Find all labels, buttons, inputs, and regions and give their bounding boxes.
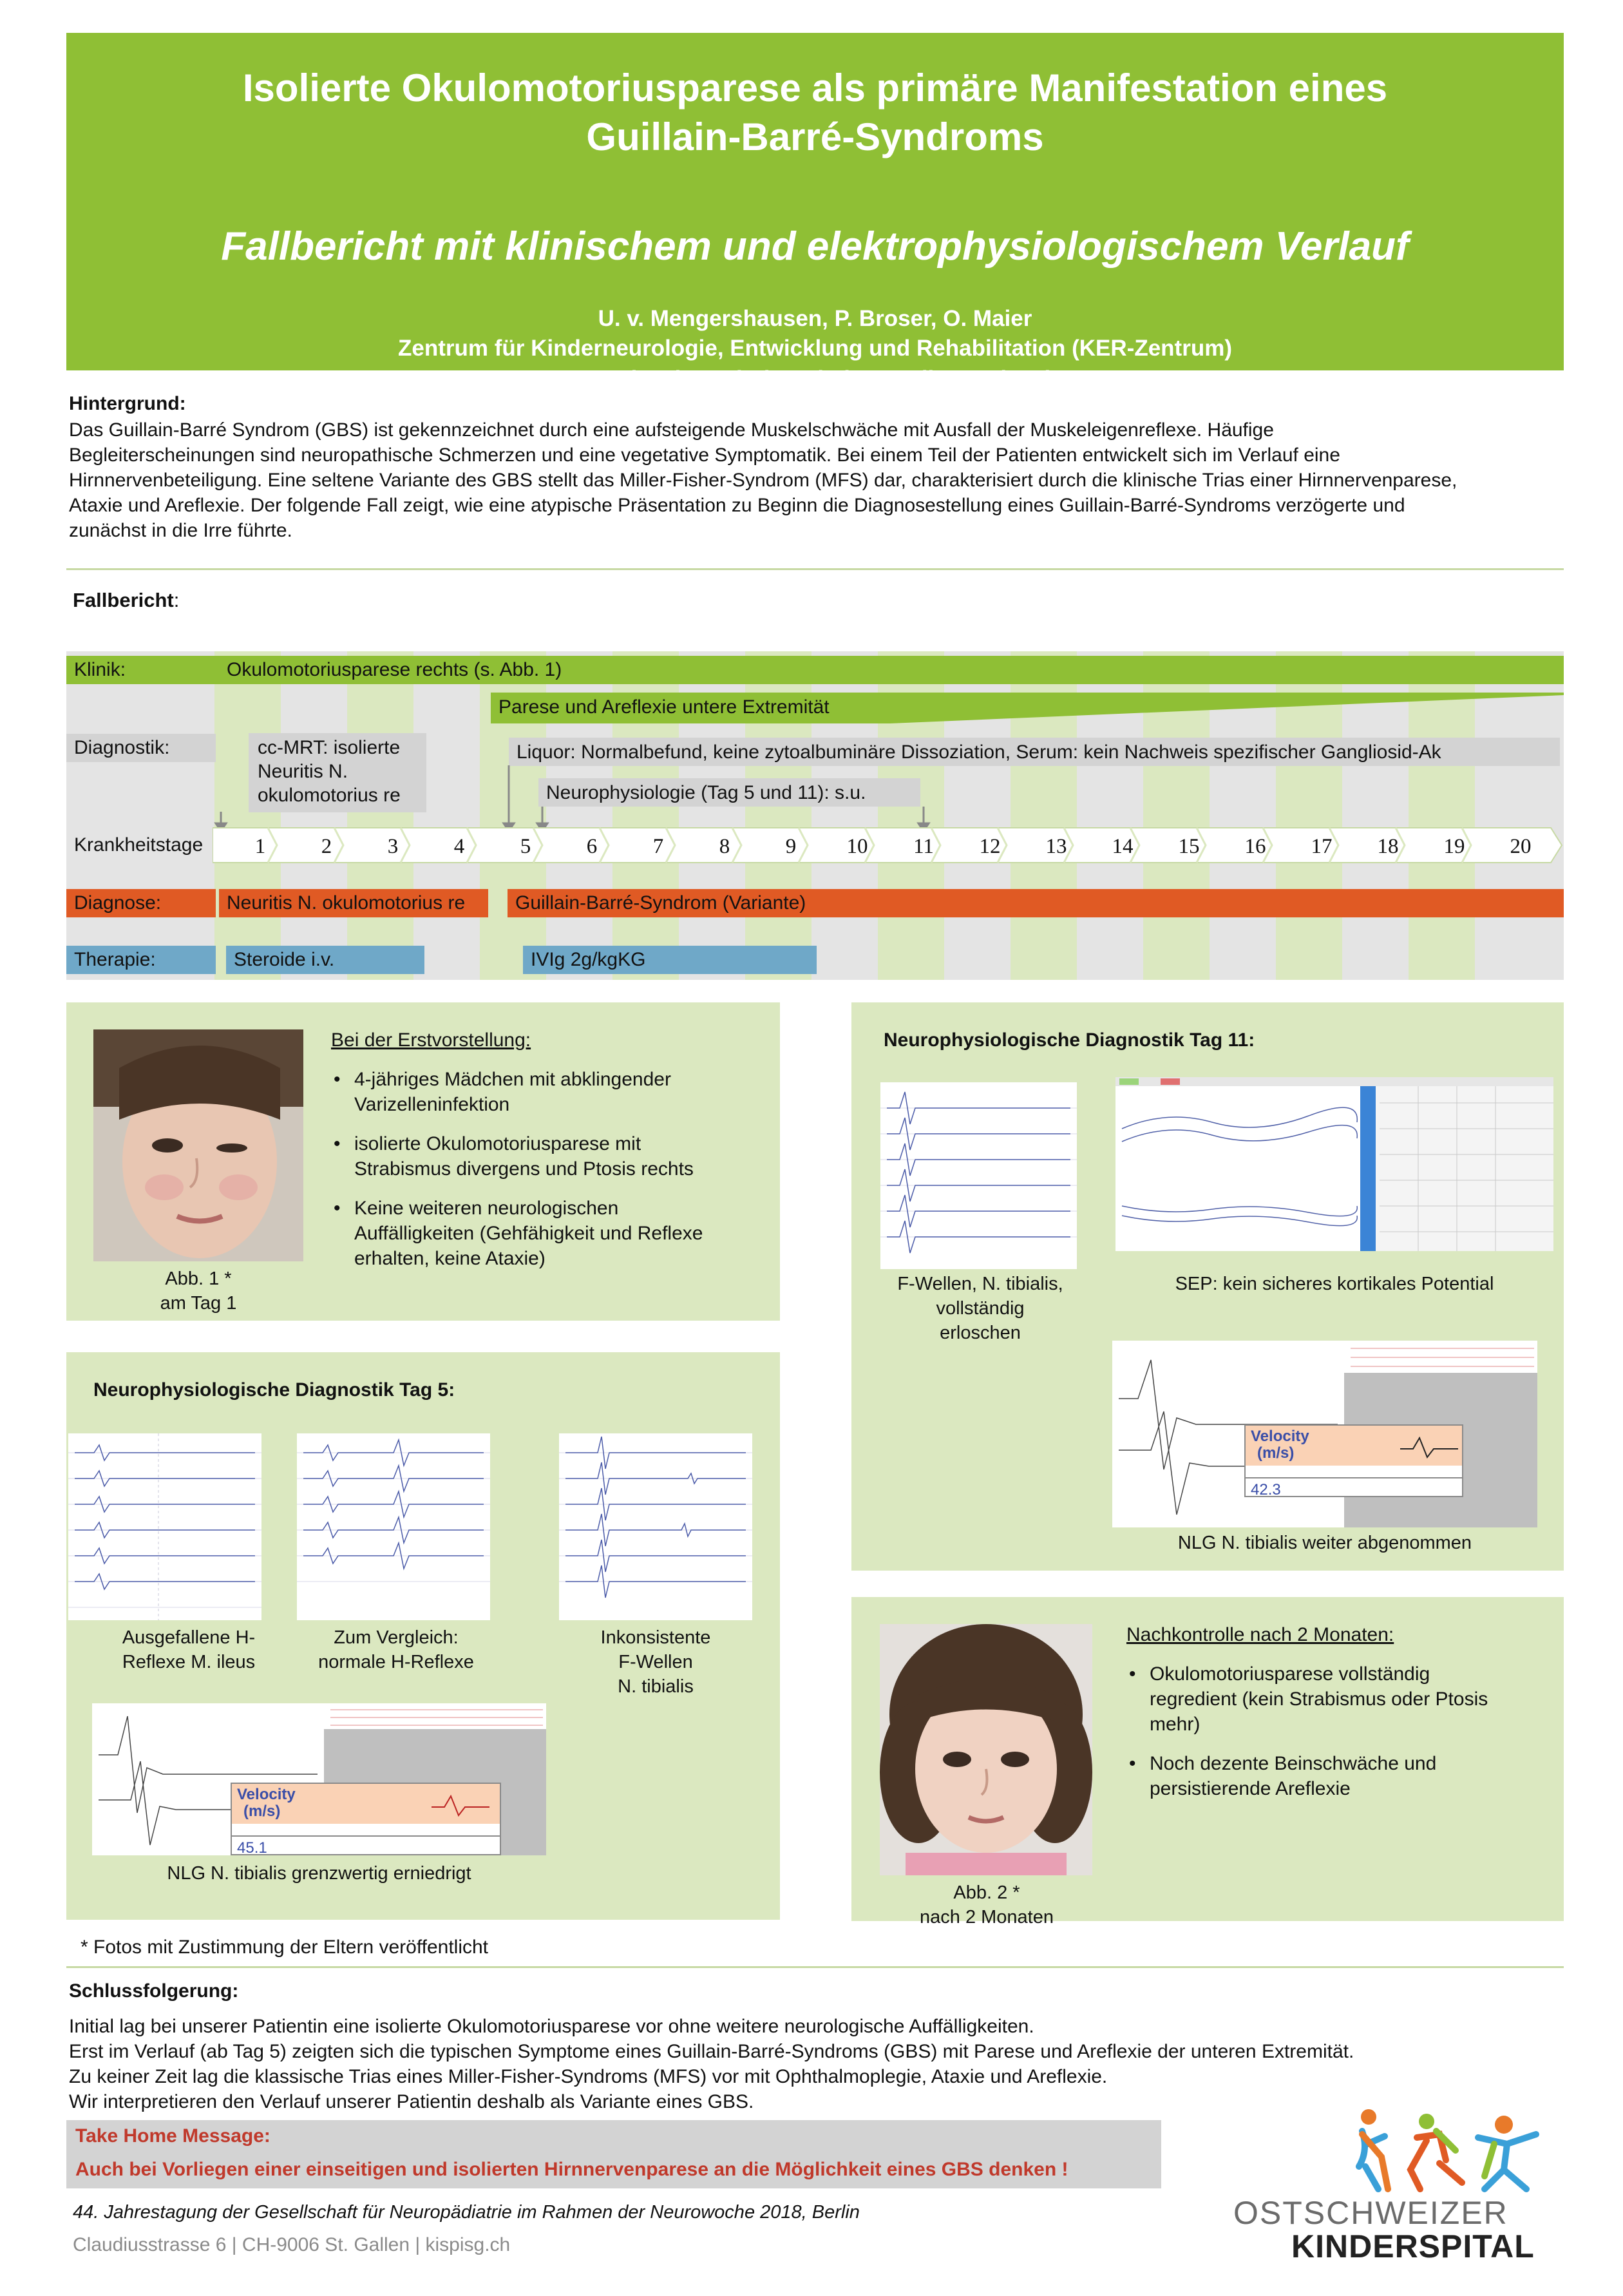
first-visit-heading: Bei der Erstvorstellung: <box>331 1029 531 1051</box>
conclusion-text <box>69 2014 1563 2114</box>
background-line: Das Guillain-Barré Syndrom (GBS) ist gekennzeichnet durch eine aufsteigende Muskelschwäche mit Ausfall der Muskeleigenreflexe. Häufige <box>69 419 1274 441</box>
day5-heading: Neurophysiologische Diagnostik Tag 5: <box>93 1379 455 1401</box>
background-line: Ataxie und Areflexie. Der folgende Fall zeigt, wie eine atypische Präsentation zu Beginn die Diagnosestellung eines Guillain-Barré-Syndroms verzögerte und <box>69 495 1405 516</box>
liquor-box: Liquor: Normalbefund, keine zytoalbuminäre Dissoziation, Serum: kein Nachweis spezifischer Gangliosid-Ak <box>509 738 1560 766</box>
therapie-steroide: Steroide i.v. <box>226 946 424 974</box>
velocity-box <box>231 1783 501 1855</box>
day-number: 6 <box>586 835 598 858</box>
mrt-line: okulomotorius re <box>258 785 401 806</box>
bullet-line: Varizelleninfektion <box>354 1094 510 1115</box>
days-label: Krankheitstage <box>74 834 204 856</box>
caption-sep: SEP: kein sicheres kortikales Potential <box>1175 1274 1494 1294</box>
caption-h-reflex-absent <box>79 1625 298 1674</box>
day-number: 17 <box>1311 835 1333 858</box>
day-number: 18 <box>1377 835 1399 858</box>
parese-bar-label: Parese und Areflexie untere Extremität <box>498 696 830 718</box>
klinik-label: Klinik: <box>66 656 219 684</box>
ncv-caption-day11: NLG N. tibialis weiter abgenommen <box>1177 1533 1472 1553</box>
day-number: 11 <box>913 835 934 858</box>
caption-f-waves-absent <box>871 1272 1090 1345</box>
first-visit-list <box>331 1067 769 1285</box>
therapie-ivig: IVIg 2g/kgKG <box>523 946 817 974</box>
emg-trace-f-waves <box>559 1433 752 1620</box>
list-item <box>1126 1751 1552 1801</box>
case-heading-text: Fallbericht <box>73 589 174 611</box>
followup-panel <box>851 1597 1564 1928</box>
conference-note: 44. Jahrestagung der Gesellschaft für Neuropädiatrie im Rahmen der Neurowoche 2018, Berlin <box>73 2202 860 2223</box>
mrt-line: cc-MRT: isolierte <box>258 737 401 758</box>
authors: U. v. Mengershausen, P. Broser, O. Maier <box>598 306 1032 331</box>
caption-h-reflex-normal <box>293 1625 499 1674</box>
background-line: zunächst in die Irre führte. <box>69 520 292 541</box>
title-line-2: Guillain-Barré-Syndroms <box>586 115 1044 158</box>
conclusion-line: Initial lag bei unserer Patientin eine isolierte Okulomotoriusparese vor ohne weitere neurologische Auffälligkeiten. <box>69 2016 1034 2037</box>
bullet-line: persistierende Areflexie <box>1150 1778 1351 1799</box>
bullet-line: erhalten, keine Ataxie) <box>354 1248 546 1269</box>
mrt-line: Neuritis N. <box>258 761 348 782</box>
day-number: 15 <box>1178 835 1200 858</box>
day-number: 1 <box>254 835 266 858</box>
take-home-box <box>66 2120 1161 2188</box>
caption-f-waves <box>569 1625 743 1699</box>
diagnostik-arrows <box>213 760 934 832</box>
take-home-heading: Take Home Message: <box>75 2125 270 2147</box>
kids-figures-logo-icon <box>1349 2105 1555 2196</box>
day-number: 19 <box>1443 835 1465 858</box>
footer-address: Claudiusstrasse 6 | CH-9006 St. Gallen | kispisg.ch <box>73 2234 511 2255</box>
velocity-label: Velocity <box>237 1786 296 1803</box>
caption-line: F-Wellen, N. tibialis, <box>897 1274 1063 1294</box>
bullet-line: Auffälligkeiten (Gehfähigkeit und Reflexe <box>354 1223 703 1244</box>
velocity-wave-icon <box>432 1793 489 1819</box>
caption-line: Ausgefallene H- <box>122 1627 256 1648</box>
conclusion-line: Wir interpretieren den Verlauf unserer Patientin deshalb als Variante eines GBS. <box>69 2091 754 2112</box>
day-number: 13 <box>1045 835 1067 858</box>
conclusion-line: Erst im Verlauf (ab Tag 5) zeigten sich die typischen Symptome eines Guillain-Barré-Syndroms (GBS) mit Parese und Areflexie der unteren Extremität. <box>69 2041 1354 2062</box>
first-visit-panel <box>66 1002 780 1321</box>
list-item <box>1126 1661 1552 1737</box>
diagnose-label: Diagnose: <box>66 889 216 917</box>
photo-caption-2 <box>877 1880 1096 1929</box>
caption-line: Abb. 1 * <box>165 1268 232 1289</box>
day-number: 2 <box>321 835 332 858</box>
caption-line: nach 2 Monaten <box>920 1907 1054 1928</box>
caption-line: Reflexe M. ileus <box>122 1652 256 1672</box>
followup-list <box>1126 1661 1552 1815</box>
bullet-line: • Keine weiteren neurologischen <box>354 1198 619 1219</box>
background-line: Begleiterscheinungen sind neuropathische Schmerzen und eine vegetative Symptomatik. Bei einem Teil der Patienten entwickelt sich im Verlauf eine <box>69 445 1340 466</box>
day-number: 5 <box>520 835 531 858</box>
day-number: 20 <box>1510 835 1532 858</box>
poster-subtitle: Fallbericht mit klinischem und elektrophysiologischem Verlauf <box>221 224 1409 269</box>
velocity-unit: (m/s) <box>1257 1444 1295 1462</box>
emg-trace-h-reflex-absent <box>68 1433 261 1620</box>
bullet-line: • 4-jähriges Mädchen mit abklingender <box>354 1069 671 1090</box>
hospital: Ostschweizer Kinderspital St. Gallen, Schweiz <box>568 367 1062 392</box>
day-number: 4 <box>453 835 465 858</box>
title-line-1: Isolierte Okulomotoriusparese als primäre Manifestation eines <box>242 66 1388 110</box>
caption-line: Zum Vergleich: <box>334 1627 459 1648</box>
conclusion-line: Zu keiner Zeit lag die klassische Trias eines Miller-Fisher-Syndroms (MFS) vor mit Ophthalmoplegie, Ataxie und Areflexie. <box>69 2066 1108 2087</box>
klinik-bar: Okulomotoriusparese rechts (s. Abb. 1) <box>219 656 1564 684</box>
caption-line: Inkonsistente <box>600 1627 711 1648</box>
day-number: 12 <box>979 835 1001 858</box>
day-number: 10 <box>846 835 868 858</box>
case-heading-colon: : <box>173 589 180 611</box>
divider <box>66 1966 1564 1968</box>
emg-trace-h-reflex-normal <box>297 1433 490 1620</box>
diagnose-neuritis: Neuritis N. okulomotorius re <box>219 889 488 917</box>
bullet-line: mehr) <box>1150 1714 1201 1735</box>
day-number: 3 <box>387 835 399 858</box>
emg-trace-f-waves-absent <box>880 1082 1077 1269</box>
caption-line: am Tag 1 <box>160 1293 237 1314</box>
ncv-screenshot-day11 <box>1112 1341 1537 1527</box>
photo-caption-1 <box>92 1267 305 1315</box>
bullet-line: regredient (kein Strabismus oder Ptosis <box>1150 1689 1488 1710</box>
caption-line: Abb. 2 * <box>953 1882 1020 1903</box>
logo-line-2: KINDERSPITAL <box>1291 2228 1535 2264</box>
patient-photo-day1 <box>93 1029 303 1261</box>
caption-line: F-Wellen <box>618 1652 693 1672</box>
list-item <box>331 1196 769 1271</box>
diagnose-gbs: Guillain-Barré-Syndrom (Variante) <box>508 889 1564 917</box>
velocity-value: 45.1 <box>232 1835 500 1855</box>
caption-line: vollständig <box>936 1298 1025 1319</box>
caption-line: N. tibialis <box>618 1676 694 1697</box>
day11-heading: Neurophysiologische Diagnostik Tag 11: <box>884 1029 1255 1051</box>
case-heading <box>73 589 179 612</box>
sep-screenshot <box>1115 1077 1553 1251</box>
days-arrow <box>213 827 1565 865</box>
velocity-value: 42.3 <box>1246 1477 1462 1502</box>
velocity-wave-icon <box>1400 1435 1458 1460</box>
divider <box>66 568 1564 570</box>
day5-panel <box>66 1352 780 1920</box>
institution: Zentrum für Kinderneurologie, Entwicklung und Rehabilitation (KER-Zentrum) <box>398 336 1232 361</box>
caption-line: erloschen <box>940 1323 1021 1343</box>
velocity-unit: (m/s) <box>243 1803 281 1820</box>
girl-face-icon <box>93 1029 303 1261</box>
day11-panel <box>851 1002 1564 1571</box>
bullet-line: • isolierte Okulomotoriusparese mit <box>354 1133 641 1154</box>
therapie-label: Therapie: <box>66 946 216 974</box>
day-number: 8 <box>719 835 730 858</box>
followup-heading: Nachkontrolle nach 2 Monaten: <box>1126 1624 1394 1645</box>
bullet-line: • Noch dezente Beinschwäche und <box>1150 1753 1437 1774</box>
background-heading: Hintergrund: <box>69 393 186 414</box>
list-item <box>331 1131 769 1181</box>
day-number: 9 <box>785 835 797 858</box>
conclusion-heading: Schlussfolgerung: <box>69 1980 239 2002</box>
patient-photo-followup <box>880 1624 1092 1875</box>
take-home-message: Auch bei Vorliegen einer einseitigen und isolierten Hirnnervenparese an die Möglichkeit eines GBS denken ! <box>75 2159 1068 2180</box>
velocity-label: Velocity <box>1251 1428 1309 1445</box>
poster-header <box>66 33 1564 392</box>
sep-cursor-bar <box>1360 1086 1376 1251</box>
consent-note: * Fotos mit Zustimmung der Eltern veröffentlicht <box>81 1937 489 1958</box>
list-item <box>331 1067 769 1117</box>
caption-line: normale H-Reflexe <box>318 1652 474 1672</box>
diagnostik-label: Diagnostik: <box>66 734 216 762</box>
background-line: Hirnnervenbeteiligung. Eine seltene Variante des GBS stellt das Miller-Fisher-Syndrom (MFS) dar, charakterisiert durch die klinische Trias einer Hirnnervenparese, <box>69 470 1457 491</box>
kinderspital-logo <box>1227 2105 1562 2266</box>
day-number: 7 <box>652 835 664 858</box>
background-text <box>69 417 1563 543</box>
bullet-line: Strabismus divergens und Ptosis rechts <box>354 1158 694 1180</box>
ncv-caption-day5: NLG N. tibialis grenzwertig erniedrigt <box>167 1863 471 1884</box>
day-number: 14 <box>1112 835 1134 858</box>
neurophysiologie-box: Neurophysiologie (Tag 5 und 11): s.u. <box>538 778 920 807</box>
logo-line-1: OSTSCHWEIZER <box>1233 2195 1508 2231</box>
ncv-screenshot-day5 <box>92 1703 546 1855</box>
girl-face-icon <box>880 1624 1092 1875</box>
velocity-box <box>1244 1424 1463 1497</box>
bullet-line: • Okulomotoriusparese vollständig <box>1150 1663 1430 1685</box>
poster-title <box>66 64 1564 162</box>
day-number: 16 <box>1244 835 1266 858</box>
